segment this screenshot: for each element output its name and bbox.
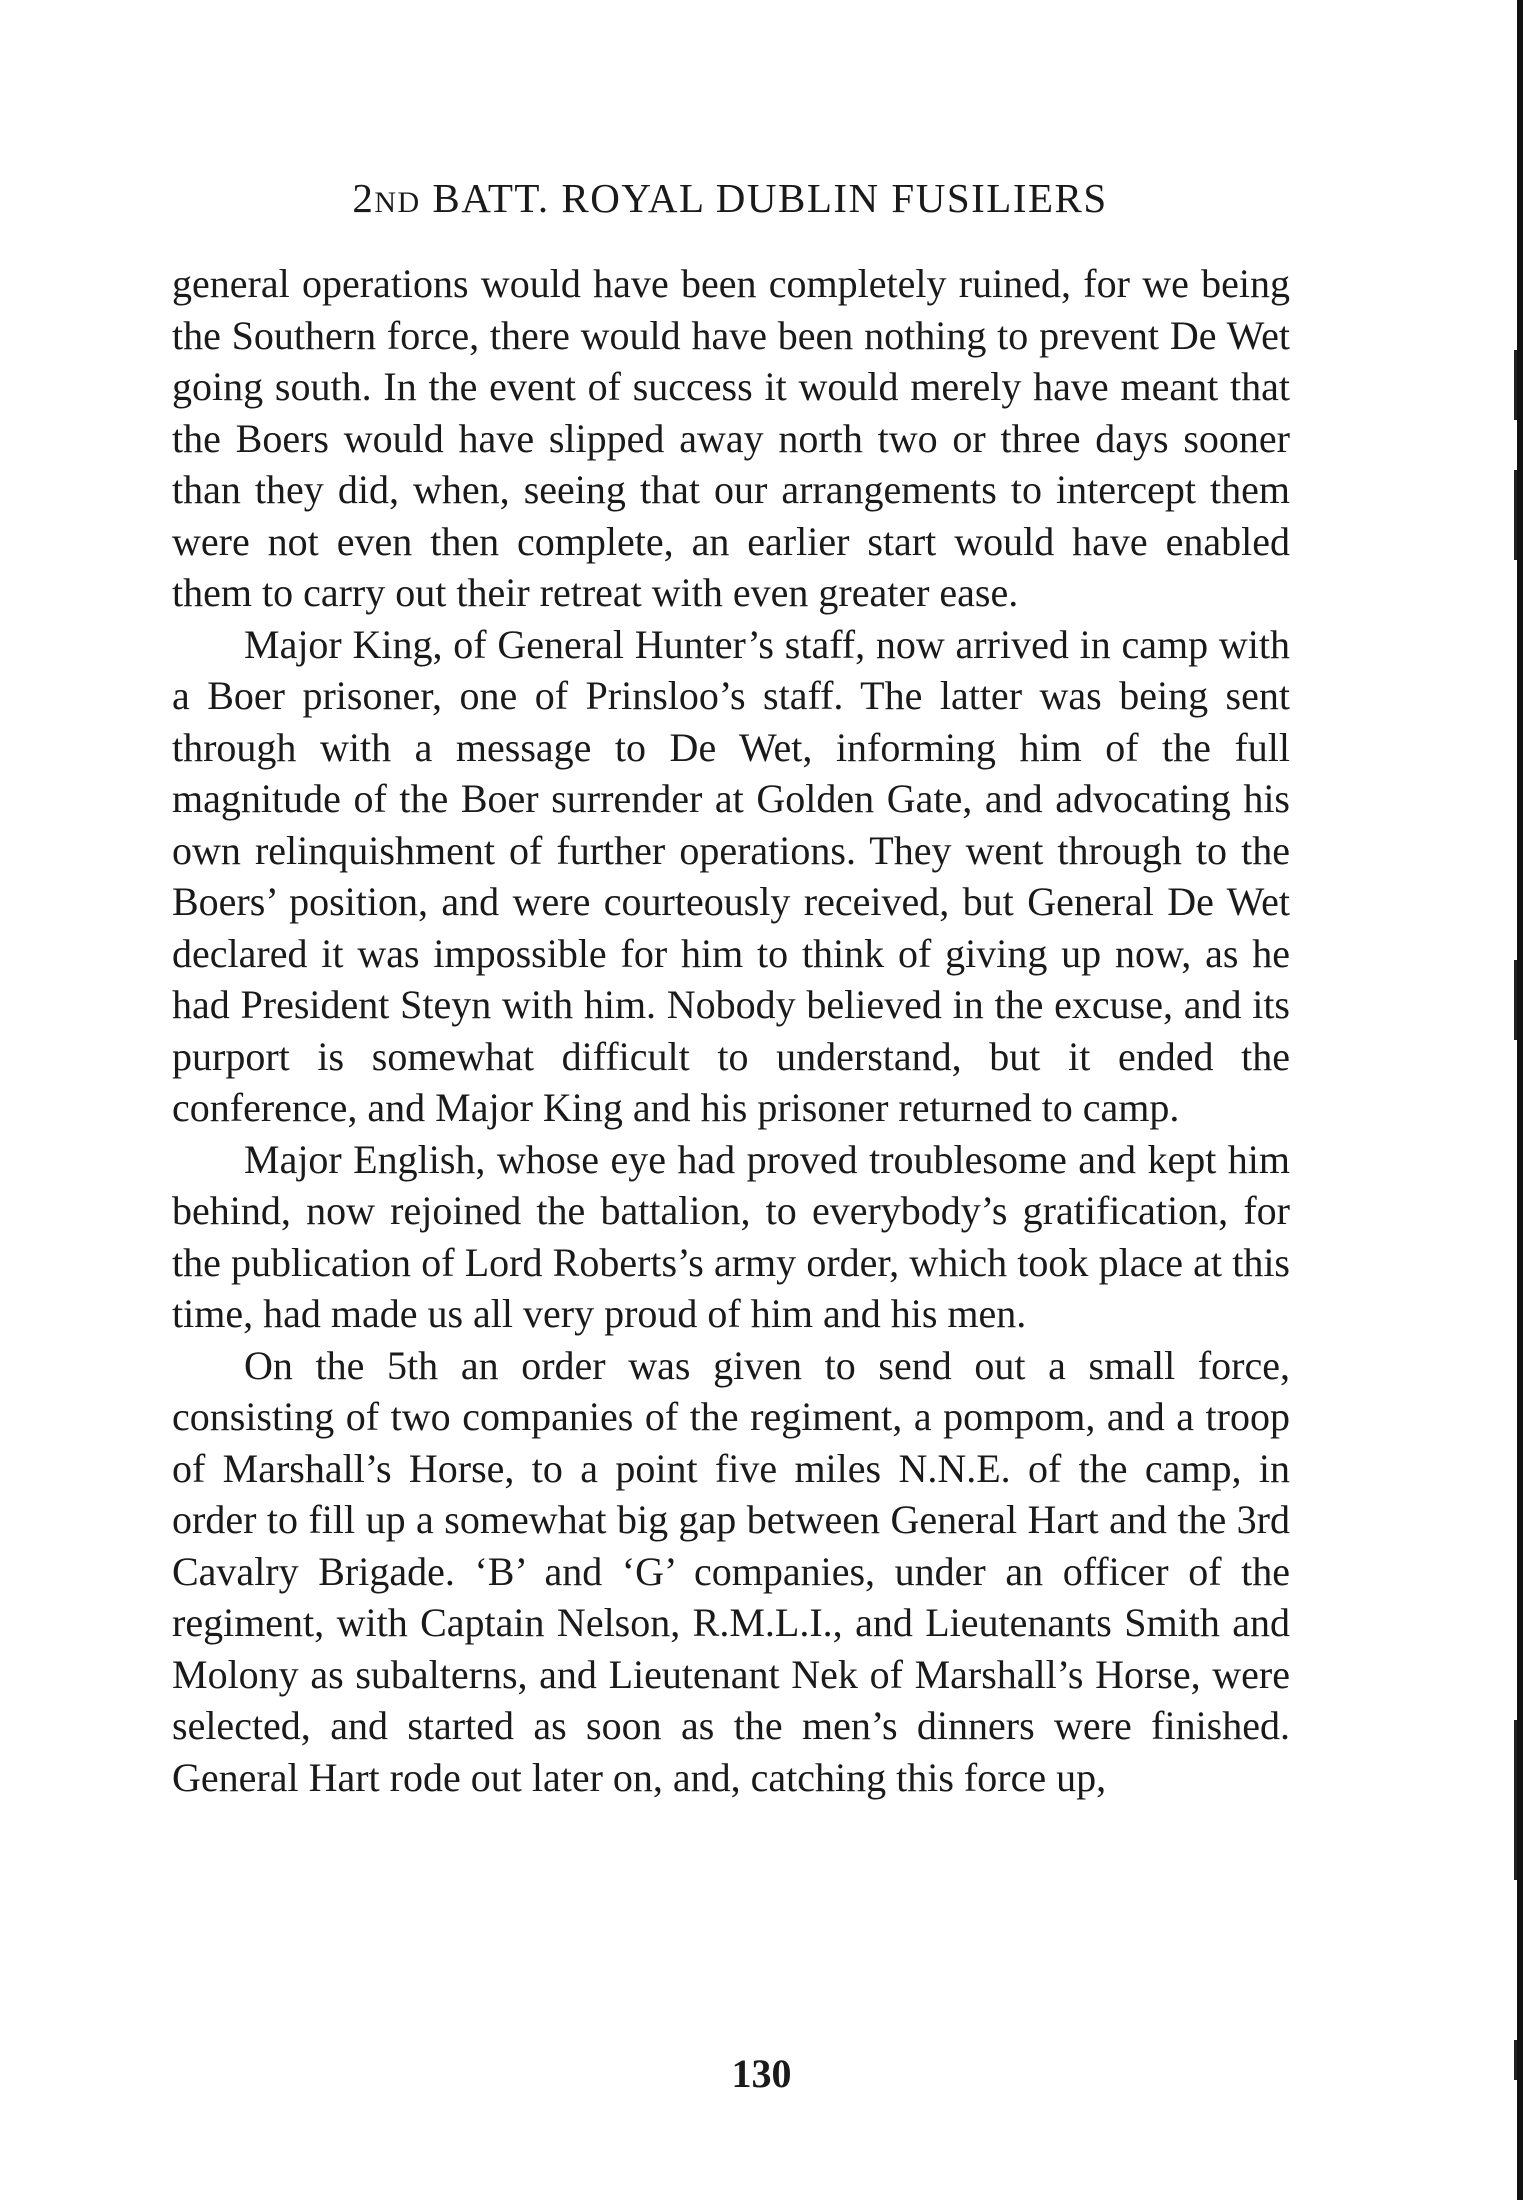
page-edge-mark: [1514, 2040, 1517, 2080]
page-edge-mark: [1514, 350, 1517, 420]
page-edge-mark: [1514, 960, 1517, 1040]
page-edge-mark: [1514, 470, 1517, 560]
paragraph-continued: general operations would have been completely ruined, for we being the Southern force, there would have been nothing to prevent De Wet going south. In the event of success it would merely have meant that the Boers would have slipped away north two or three days sooner than they did, when, seeing that our arrangements to intercept them were not even then complete, an earlier start would have enabled them to carry out their retreat with even greater ease.: [172, 261, 1290, 615]
page-number: 130: [731, 2051, 792, 2096]
paragraph-major-english: Major English, whose eye had proved troublesome and kept him behind, now rejoined the battalion, to everybody’s gratification, for the publication of Lord Roberts’s army order, which took place at this time, had made us all very proud of him and his men.: [172, 1136, 1290, 1336]
running-head-title: BATT. ROYAL DUBLIN FUSILIERS: [432, 175, 1108, 221]
running-head-ordinal-number: 2: [352, 175, 375, 221]
page-edge-shadow: [1517, 0, 1523, 2200]
running-head: [170, 175, 1290, 221]
page-edge-mark: [1514, 1720, 1517, 1880]
paragraph-fifth-order: On the 5th an order was given to send out a small force, consisting of two companies of the regiment, a pompom, and a troop of Marshall’s Horse, to a point five miles N.N.E. of the camp, in order to fill up a somewhat big gap between General Hart and the 3rd Cavalry Brigade. ‘B’ and ‘G’ companies, under an officer of the regiment, with Captain Nelson, R.M.L.I., and Lieutenants Smith and Molony as subalterns, and Lieutenant Nek of Marshall’s Horse, were selected, and started as soon as the men’s dinners were finished. General Hart rode out later on, and, catching this force up,: [172, 1342, 1290, 1800]
body-text: [172, 258, 1290, 1803]
running-head-ordinal-suffix: ND: [374, 186, 421, 219]
paragraph-major-king: Major King, of General Hunter’s staff, now arrived in camp with a Boer prisoner, one of Prinsloo’s staff. The latter was being sent through with a message to De Wet, informing him of the full magnitude of the Boer surrender at Golden Gate, and advocating his own relinquishment of further operations. They went through to the Boers’ position, and were courteously received, but General De Wet declared it was impossible for him to think of giving up now, as he had President Steyn with him. Nobody believed in the excuse, and its purport is somewhat difficult to understand, but it ended the conference, and Major King and his prisoner returned to camp.: [172, 621, 1290, 1130]
